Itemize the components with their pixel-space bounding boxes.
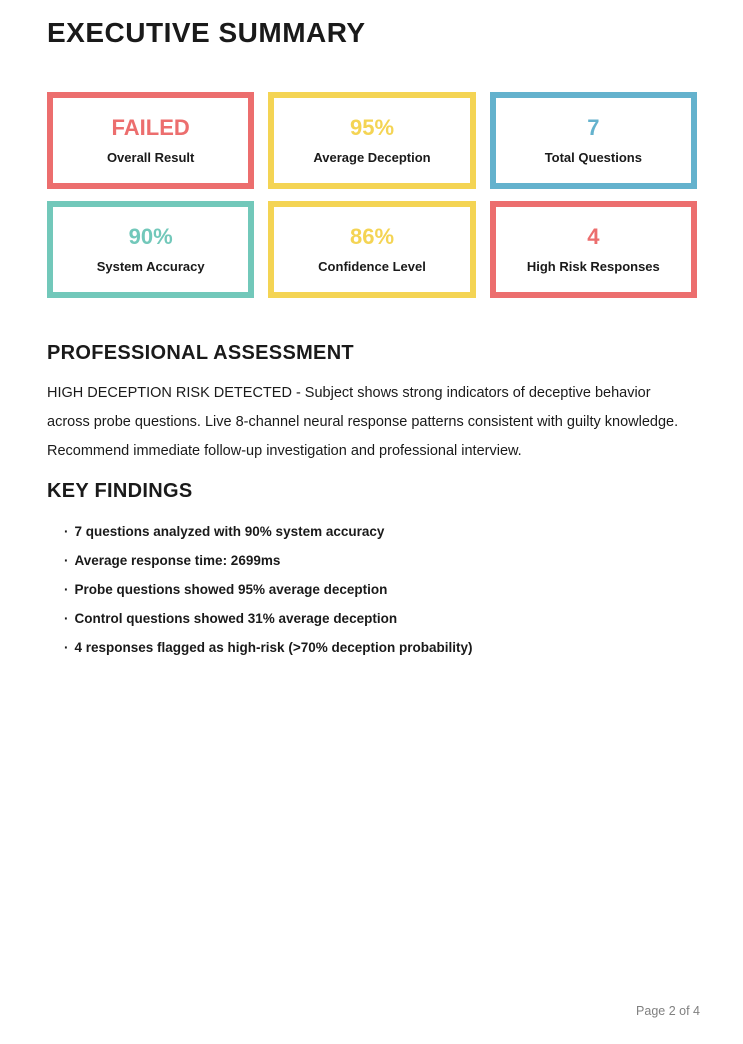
- stat-card: [268, 92, 475, 189]
- stat-label: System Accuracy: [96, 259, 205, 274]
- stats-grid: [47, 92, 697, 298]
- finding-text: Probe questions showed 95% average deception: [74, 582, 388, 597]
- finding-item: [64, 641, 697, 655]
- stat-value: 90%: [128, 224, 173, 249]
- finding-text: Average response time: 2699ms: [74, 553, 281, 568]
- assessment-heading: PROFESSIONAL ASSESSMENT: [47, 342, 354, 364]
- finding-text: 4 responses flagged as high-risk (>70% deception probability): [74, 640, 473, 655]
- stat-label: Confidence Level: [318, 259, 426, 274]
- finding-item: [64, 554, 697, 568]
- bullet-icon: ·: [64, 524, 69, 539]
- stat-card: [47, 92, 254, 189]
- stat-label: Average Deception: [313, 150, 431, 165]
- findings-list: [47, 525, 697, 655]
- stat-card: [490, 201, 697, 298]
- finding-item: [64, 525, 697, 539]
- bullet-icon: ·: [64, 640, 69, 655]
- bullet-icon: ·: [64, 553, 69, 568]
- stat-value: 86%: [349, 224, 395, 249]
- finding-item: [64, 612, 697, 626]
- stat-label: Overall Result: [106, 150, 195, 165]
- stat-label: High Risk Responses: [526, 259, 660, 274]
- stat-value: 95%: [349, 115, 395, 140]
- page-number: Page 2 of 4: [636, 1004, 700, 1018]
- stat-card: [490, 92, 697, 189]
- finding-text: Control questions showed 31% average deception: [74, 611, 398, 626]
- bullet-icon: ·: [64, 611, 69, 626]
- stat-value: 4: [587, 224, 600, 249]
- stat-card: [47, 201, 254, 298]
- stat-value: 7: [587, 115, 600, 140]
- stat-label: Total Questions: [544, 150, 642, 165]
- finding-text: 7 questions analyzed with 90% system accuracy: [74, 524, 385, 539]
- finding-item: [64, 583, 697, 597]
- report-content: [0, 16, 743, 655]
- findings-heading: KEY FINDINGS: [47, 480, 193, 502]
- stat-value: FAILED: [111, 115, 190, 140]
- page-title: EXECUTIVE SUMMARY: [47, 17, 366, 48]
- bullet-icon: ·: [64, 582, 69, 597]
- stat-card: [268, 201, 475, 298]
- assessment-body: HIGH DECEPTION RISK DETECTED - Subject shows strong indicators of deceptive behavior across probe questions. Live 8-channel neural response patterns consistent with guilty knowledge. Recommend immediate follow-up investigation and professional interview.: [47, 385, 679, 459]
